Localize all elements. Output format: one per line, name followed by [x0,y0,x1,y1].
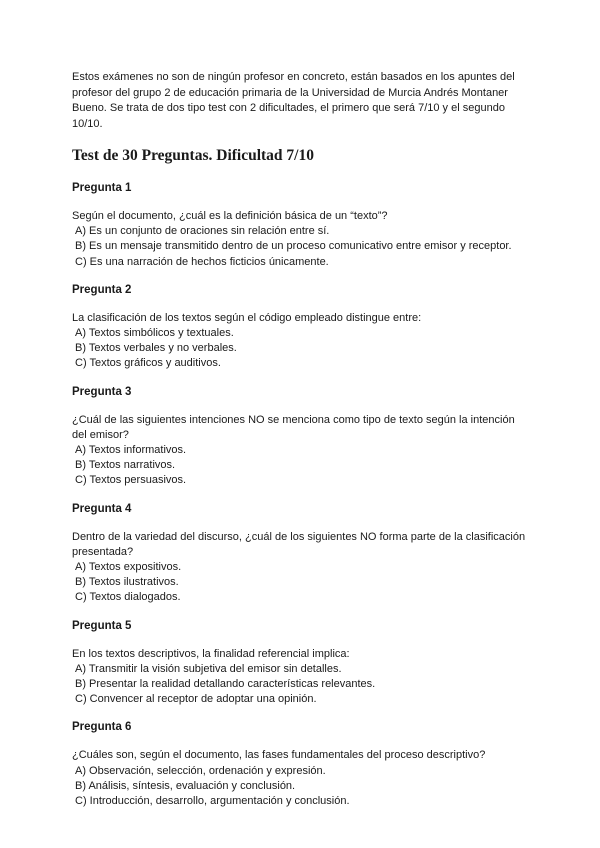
option-b: B) Textos verbales y no verbales. [75,342,237,355]
question-block [72,182,532,270]
option-a: A) Observación, selección, ordenación y expresión. [75,764,326,777]
question-block [72,503,532,606]
question-text: ¿Cuál de las siguientes intenciones NO se menciona como tipo de texto según la intención del emisor? [72,413,515,441]
option-b: B) Textos narrativos. [75,459,176,472]
question-block [72,721,532,809]
option-a: A) Es un conjunto de oraciones sin relación entre sí. [75,225,330,238]
option-c: C) Textos dialogados. [75,591,181,604]
option-b: B) Es un mensaje transmitido dentro de un proceso comunicativo entre emisor y receptor. [75,240,512,253]
option-c: C) Introducción, desarrollo, argumentación y conclusión. [75,795,350,808]
options-list [72,224,532,270]
options-list [72,326,532,372]
question-text: Según el documento, ¿cuál es la definición básica de un “texto”? [72,210,388,222]
question-text: La clasificación de los textos según el código empleado distingue entre: [72,311,422,324]
intro-paragraph: Estos exámenes no son de ningún profesor en concreto, están basados en los apuntes del profesor del grupo 2 de educación primaria de la Universidad de Murcia Andrés Montaner Bueno. Se trata de dos tipo test con 2 dificultades, el primero que será 7/10 y el segundo 10/10. [72,71,515,130]
question-heading: Pregunta 6 [72,721,132,734]
question-heading: Pregunta 3 [72,385,132,398]
options-list [72,764,532,810]
question-text: ¿Cuáles son, según el documento, las fases fundamentales del proceso descriptivo? [72,749,486,762]
option-b: B) Presentar la realidad detallando características relevantes. [75,678,376,691]
option-c: C) Textos gráficos y auditivos. [75,357,221,370]
question-heading: Pregunta 5 [72,619,132,632]
option-a: A) Textos expositivos. [75,561,182,574]
question-text: En los textos descriptivos, la finalidad referencial implica: [72,647,350,660]
option-c: C) Convencer al receptor de adoptar una opinión. [75,693,317,706]
question-block [72,284,532,372]
question-block [72,386,532,489]
option-b: B) Análisis, síntesis, evaluación y conclusión. [75,779,296,792]
options-list [72,560,532,606]
document-page [72,70,532,823]
question-text: Dentro de la variedad del discurso, ¿cuál de los siguientes NO forma parte de la clasificación presentada? [72,530,526,558]
options-list [72,662,532,708]
option-c: C) Es una narración de hechos ficticios únicamente. [75,255,329,268]
question-block [72,620,532,708]
test-title: Test de 30 Preguntas. Dificultad 7/10 [72,147,314,164]
question-heading: Pregunta 2 [72,283,132,296]
option-a: A) Textos simbólicos y textuales. [75,327,234,340]
question-heading: Pregunta 4 [72,502,132,515]
option-a: A) Transmitir la visión subjetiva del emisor sin detalles. [75,662,342,675]
options-list [72,443,532,489]
option-c: C) Textos persuasivos. [75,474,187,487]
option-a: A) Textos informativos. [75,444,187,457]
option-b: B) Textos ilustrativos. [75,576,179,589]
question-heading: Pregunta 1 [72,182,132,194]
